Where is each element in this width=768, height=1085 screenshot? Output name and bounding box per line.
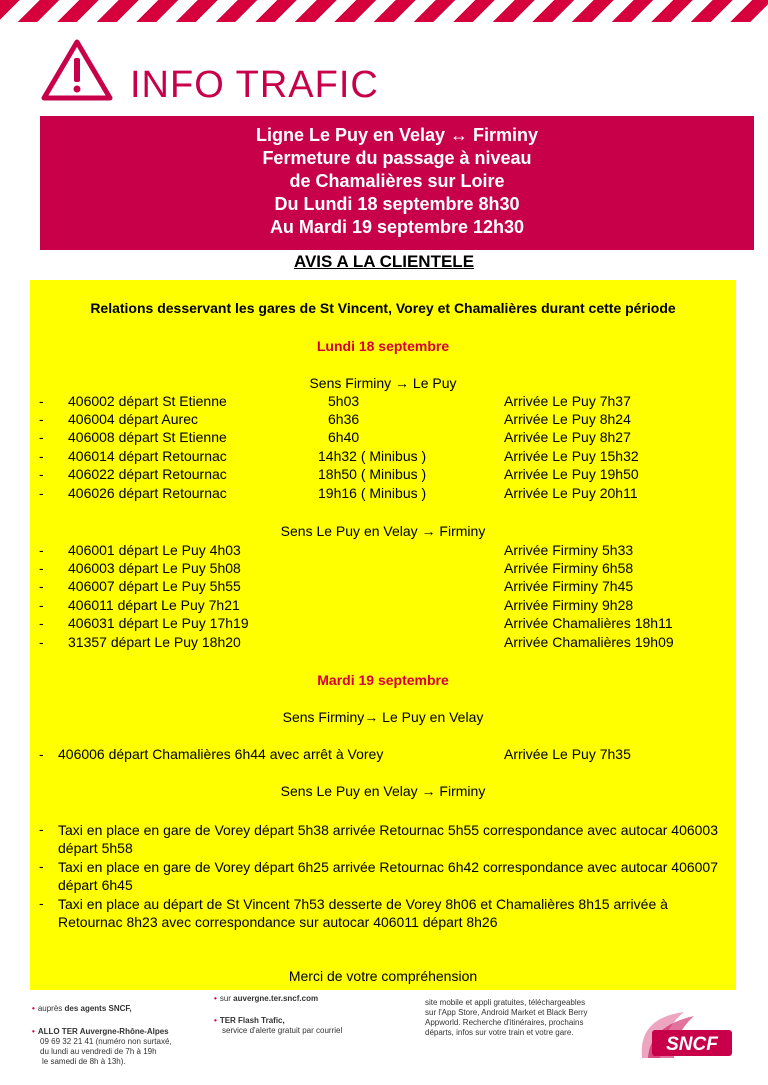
schedule-panel: Relations desservant les gares de St Vincent, Vorey et Chamalières durant cette période Lundi 18 septembre Sens Firminy → Le Puy - 406002 départ St Etienne 5h03 Arrivée Le Puy 7h37 - 406004 départ Aurec 6h36 Arrivée Le Puy 8h24 - 406008 départ St Etienne 6h40 Arrivée Le Puy 8h27 - 406014 départ Retournac 14h32 ( Minibus ) Arrivée Le Puy 15h32 - 406022 départ Retournac 18h50 ( Minibus ) Arrivée Le Puy 19h50 - 406026 départ Retournac 19h16 ( Minibus ) Arrivée Le Puy 20h11 Sens Le Puy en Velay → Firminy - 406001 départ Le Puy 4h03 Arrivée Firminy 5h33 - 406003 départ Le Puy 5h08 Arrivée Firminy 6h58 - 406007 départ Le Puy 5h55 Arrivée Firminy 7h45 - 406011 départ Le Puy 7h21 Arrivée Firminy 9h28 - 406031 départ Le Puy 17h19 Arrivée Chamalières 18h11 - 31357 départ Le Puy 18h20 Arrivée Chamalières 19h09 Mardi 19 septembre Sens Firminy→ Le Puy en Velay - 406006 départ Chamalières 6h44 avec arrêt à Vorey Arrivée Le Puy 7h35 Sens Le Puy en Velay → Firminy - Taxi en place en gare de Vorey départ 5h38 arrivée Retournac 5h55 correspondance avec autocar 406003 départ 5h58 - Taxi en place en gare de Vorey départ 6h25 arrivée Retournac 6h42 correspondance avec autocar 406007 départ 6h45 - Taxi en place au départ de St Vincent 7h53 desserte de Vorey 8h06 et Chamalières 8h15 arrivée à Retournac 8h23 avec correspondance sur autocar 406011 départ 8h26 Merci de votre compréhension xyxy=(30,280,736,990)
departure-cell: 406001 départ Le Puy 4h03 xyxy=(68,542,241,558)
arrival-cell: Arrivée Chamalières 19h09 xyxy=(504,634,674,650)
table-row: - 406014 départ Retournac 14h32 ( Minibus ) Arrivée Le Puy 15h32 xyxy=(39,448,639,464)
departure-cell: 31357 départ Le Puy 18h20 xyxy=(68,634,241,650)
banner-line: Du Lundi 18 septembre 8h30 xyxy=(274,194,520,214)
table-row: - 406003 départ Le Puy 5h08 Arrivée Firminy 6h58 xyxy=(39,560,634,576)
footer-text: ALLO TER Auvergne-Rhône-Alpes xyxy=(37,1027,169,1036)
day-heading: Lundi 18 septembre xyxy=(316,338,450,354)
table-row: - 406001 départ Le Puy 4h03 Arrivée Firminy 5h33 xyxy=(39,542,634,558)
footer-text: Appworld. Recherche d'itinéraires, prochains xyxy=(425,1018,584,1027)
departure-cell: 406004 départ Aurec xyxy=(68,411,198,427)
footer-text: service d'alerte gratuit par courriel xyxy=(222,1026,343,1035)
notice-heading: AVIS A LA CLIENTELE xyxy=(293,252,475,271)
table-row: - 406008 départ St Etienne 6h40 Arrivée Le Puy 8h27 xyxy=(39,429,631,445)
footer-text: le samedi de 8h à 13h). xyxy=(42,1057,126,1066)
table-row: - 406007 départ Le Puy 5h55 Arrivée Firminy 7h45 xyxy=(39,578,634,594)
time-cell: 14h32 ( Minibus ) xyxy=(318,448,427,464)
footer-app xyxy=(425,998,587,1038)
time-cell: 5h03 xyxy=(328,393,360,409)
footer-text: 09 69 32 21 41 (numéro non surtaxé, xyxy=(40,1037,172,1046)
footer-text: départs, infos sur votre train et votre gare. xyxy=(425,1028,574,1037)
footer-text[interactable]: auvergne.ter.sncf.com xyxy=(233,994,319,1003)
departure-cell: 406007 départ Le Puy 5h55 xyxy=(68,578,241,594)
table-row: - 406004 départ Aurec 6h36 Arrivée Le Puy 8h24 xyxy=(39,411,631,427)
footer-text: sur xyxy=(219,994,234,1003)
time-cell: 6h40 xyxy=(328,429,360,445)
footer-text: site mobile et appli gratuites, téléchargeables xyxy=(425,998,586,1007)
time-cell: 19h16 ( Minibus ) xyxy=(318,485,427,501)
taxi-paragraph: Taxi en place en gare de Vorey départ 6h25 arrivée Retournac 6h42 correspondance avec autocar 406007 départ 6h45 xyxy=(58,859,719,893)
table-row: - 31357 départ Le Puy 18h20 Arrivée Chamalières 19h09 xyxy=(39,634,674,650)
closure-banner xyxy=(40,116,754,250)
arrival-cell: Arrivée Le Puy 15h32 xyxy=(504,448,639,464)
direction-heading: Sens Le Puy en Velay → Firminy xyxy=(280,783,486,799)
table-row: - 406002 départ St Etienne 5h03 Arrivée Le Puy 7h37 xyxy=(39,393,631,409)
banner-line: Ligne Le Puy en Velay ↔ Firminy xyxy=(255,125,539,145)
warning-icon xyxy=(40,38,114,102)
table-row: - 406006 départ Chamalières 6h44 avec arrêt à Vorey Arrivée Le Puy 7h35 xyxy=(39,746,631,762)
footer-phone: • ALLO TER Auvergne-Rhône-Alpes 09 69 32 21 41 (numéro non surtaxé, du lundi au vendredi de 7h à 19h le samedi de 8h à 13h). xyxy=(32,1027,172,1066)
arrival-cell: Arrivée Firminy 9h28 xyxy=(504,597,634,613)
time-cell: 18h50 ( Minibus ) xyxy=(318,466,427,482)
footer-text: du lundi au vendredi de 7h à 19h xyxy=(40,1047,157,1056)
departure-cell: 406011 départ Le Puy 7h21 xyxy=(68,597,240,613)
table-row: - 406022 départ Retournac 18h50 ( Minibus ) Arrivée Le Puy 19h50 xyxy=(39,466,639,482)
thanks-text: Merci de votre compréhension xyxy=(288,968,478,984)
direction-heading: Sens Firminy→ Le Puy en Velay xyxy=(282,709,484,725)
intro-text: Relations desservant les gares de St Vincent, Vorey et Chamalières durant cette période xyxy=(90,300,676,316)
departure-cell: 406003 départ Le Puy 5h08 xyxy=(68,560,241,576)
arrival-cell: Arrivée Le Puy 19h50 xyxy=(504,466,639,482)
table-row: - 406031 départ Le Puy 17h19 Arrivée Chamalières 18h11 xyxy=(39,615,673,631)
footer-agents: • auprès des agents SNCF, xyxy=(32,1004,132,1013)
arrival-cell: Arrivée Le Puy 8h24 xyxy=(504,411,631,427)
direction-heading: Sens Firminy → Le Puy xyxy=(309,375,457,391)
banner-line: Fermeture du passage à niveau xyxy=(262,148,532,168)
taxi-paragraph: Taxi en place en gare de Vorey départ 5h38 arrivée Retournac 5h55 correspondance avec autocar 406003 départ 5h58 xyxy=(58,822,719,856)
banner-line: Au Mardi 19 septembre 12h30 xyxy=(269,217,525,237)
footer-website: • sur auvergne.ter.sncf.com xyxy=(214,994,319,1003)
footer-text: sur l'App Store, Android Market et Black Berry xyxy=(425,1008,588,1017)
departure-cell: 406002 départ St Etienne xyxy=(68,393,227,409)
departure-cell: 406026 départ Retournac xyxy=(68,485,227,501)
day-heading: Mardi 19 septembre xyxy=(317,672,449,688)
banner-line: de Chamalières sur Loire xyxy=(289,171,505,191)
arrival-cell: Arrivée Firminy 5h33 xyxy=(504,542,634,558)
page-title: INFO TRAFIC xyxy=(130,64,379,106)
hazard-stripes xyxy=(0,0,768,22)
table-row: - 406026 départ Retournac 19h16 ( Minibus ) Arrivée Le Puy 20h11 xyxy=(39,485,638,501)
time-cell: 6h36 xyxy=(328,411,360,427)
departure-cell: 406022 départ Retournac xyxy=(68,466,227,482)
footer-flash: • TER Flash Trafic, service d'alerte gratuit par courriel xyxy=(214,1016,343,1035)
logo-text: SNCF xyxy=(666,1034,718,1055)
direction-heading: Sens Le Puy en Velay → Firminy xyxy=(280,523,486,539)
arrival-cell: Arrivée Le Puy 7h37 xyxy=(504,393,631,409)
departure-cell: 406031 départ Le Puy 17h19 xyxy=(68,615,249,631)
arrival-cell: Arrivée Le Puy 8h27 xyxy=(504,429,631,445)
footer-text: des agents SNCF, xyxy=(64,1004,132,1013)
departure-cell: 406008 départ St Etienne xyxy=(68,429,227,445)
arrival-cell: Arrivée Chamalières 18h11 xyxy=(504,615,673,631)
arrival-cell: Arrivée Firminy 7h45 xyxy=(504,578,634,594)
sncf-logo xyxy=(634,1008,734,1060)
departure-cell: 406014 départ Retournac xyxy=(68,448,227,464)
departure-cell: 406006 départ Chamalières 6h44 avec arrêt à Vorey xyxy=(58,746,384,762)
arrival-cell: Arrivée Firminy 6h58 xyxy=(504,560,634,576)
footer-text: auprès xyxy=(37,1004,65,1013)
footer-text: TER Flash Trafic, xyxy=(219,1016,285,1025)
arrival-cell: Arrivée Le Puy 20h11 xyxy=(504,485,638,501)
table-row: - 406011 départ Le Puy 7h21 Arrivée Firminy 9h28 xyxy=(39,597,634,613)
taxi-paragraph: Taxi en place au départ de St Vincent 7h53 desserte de Vorey 8h06 et Chamalières 8h15 arrivée à Retournac 8h23 avec correspondance sur autocar 406011 départ 8h26 xyxy=(58,896,668,930)
arrival-cell: Arrivée Le Puy 7h35 xyxy=(504,746,631,762)
